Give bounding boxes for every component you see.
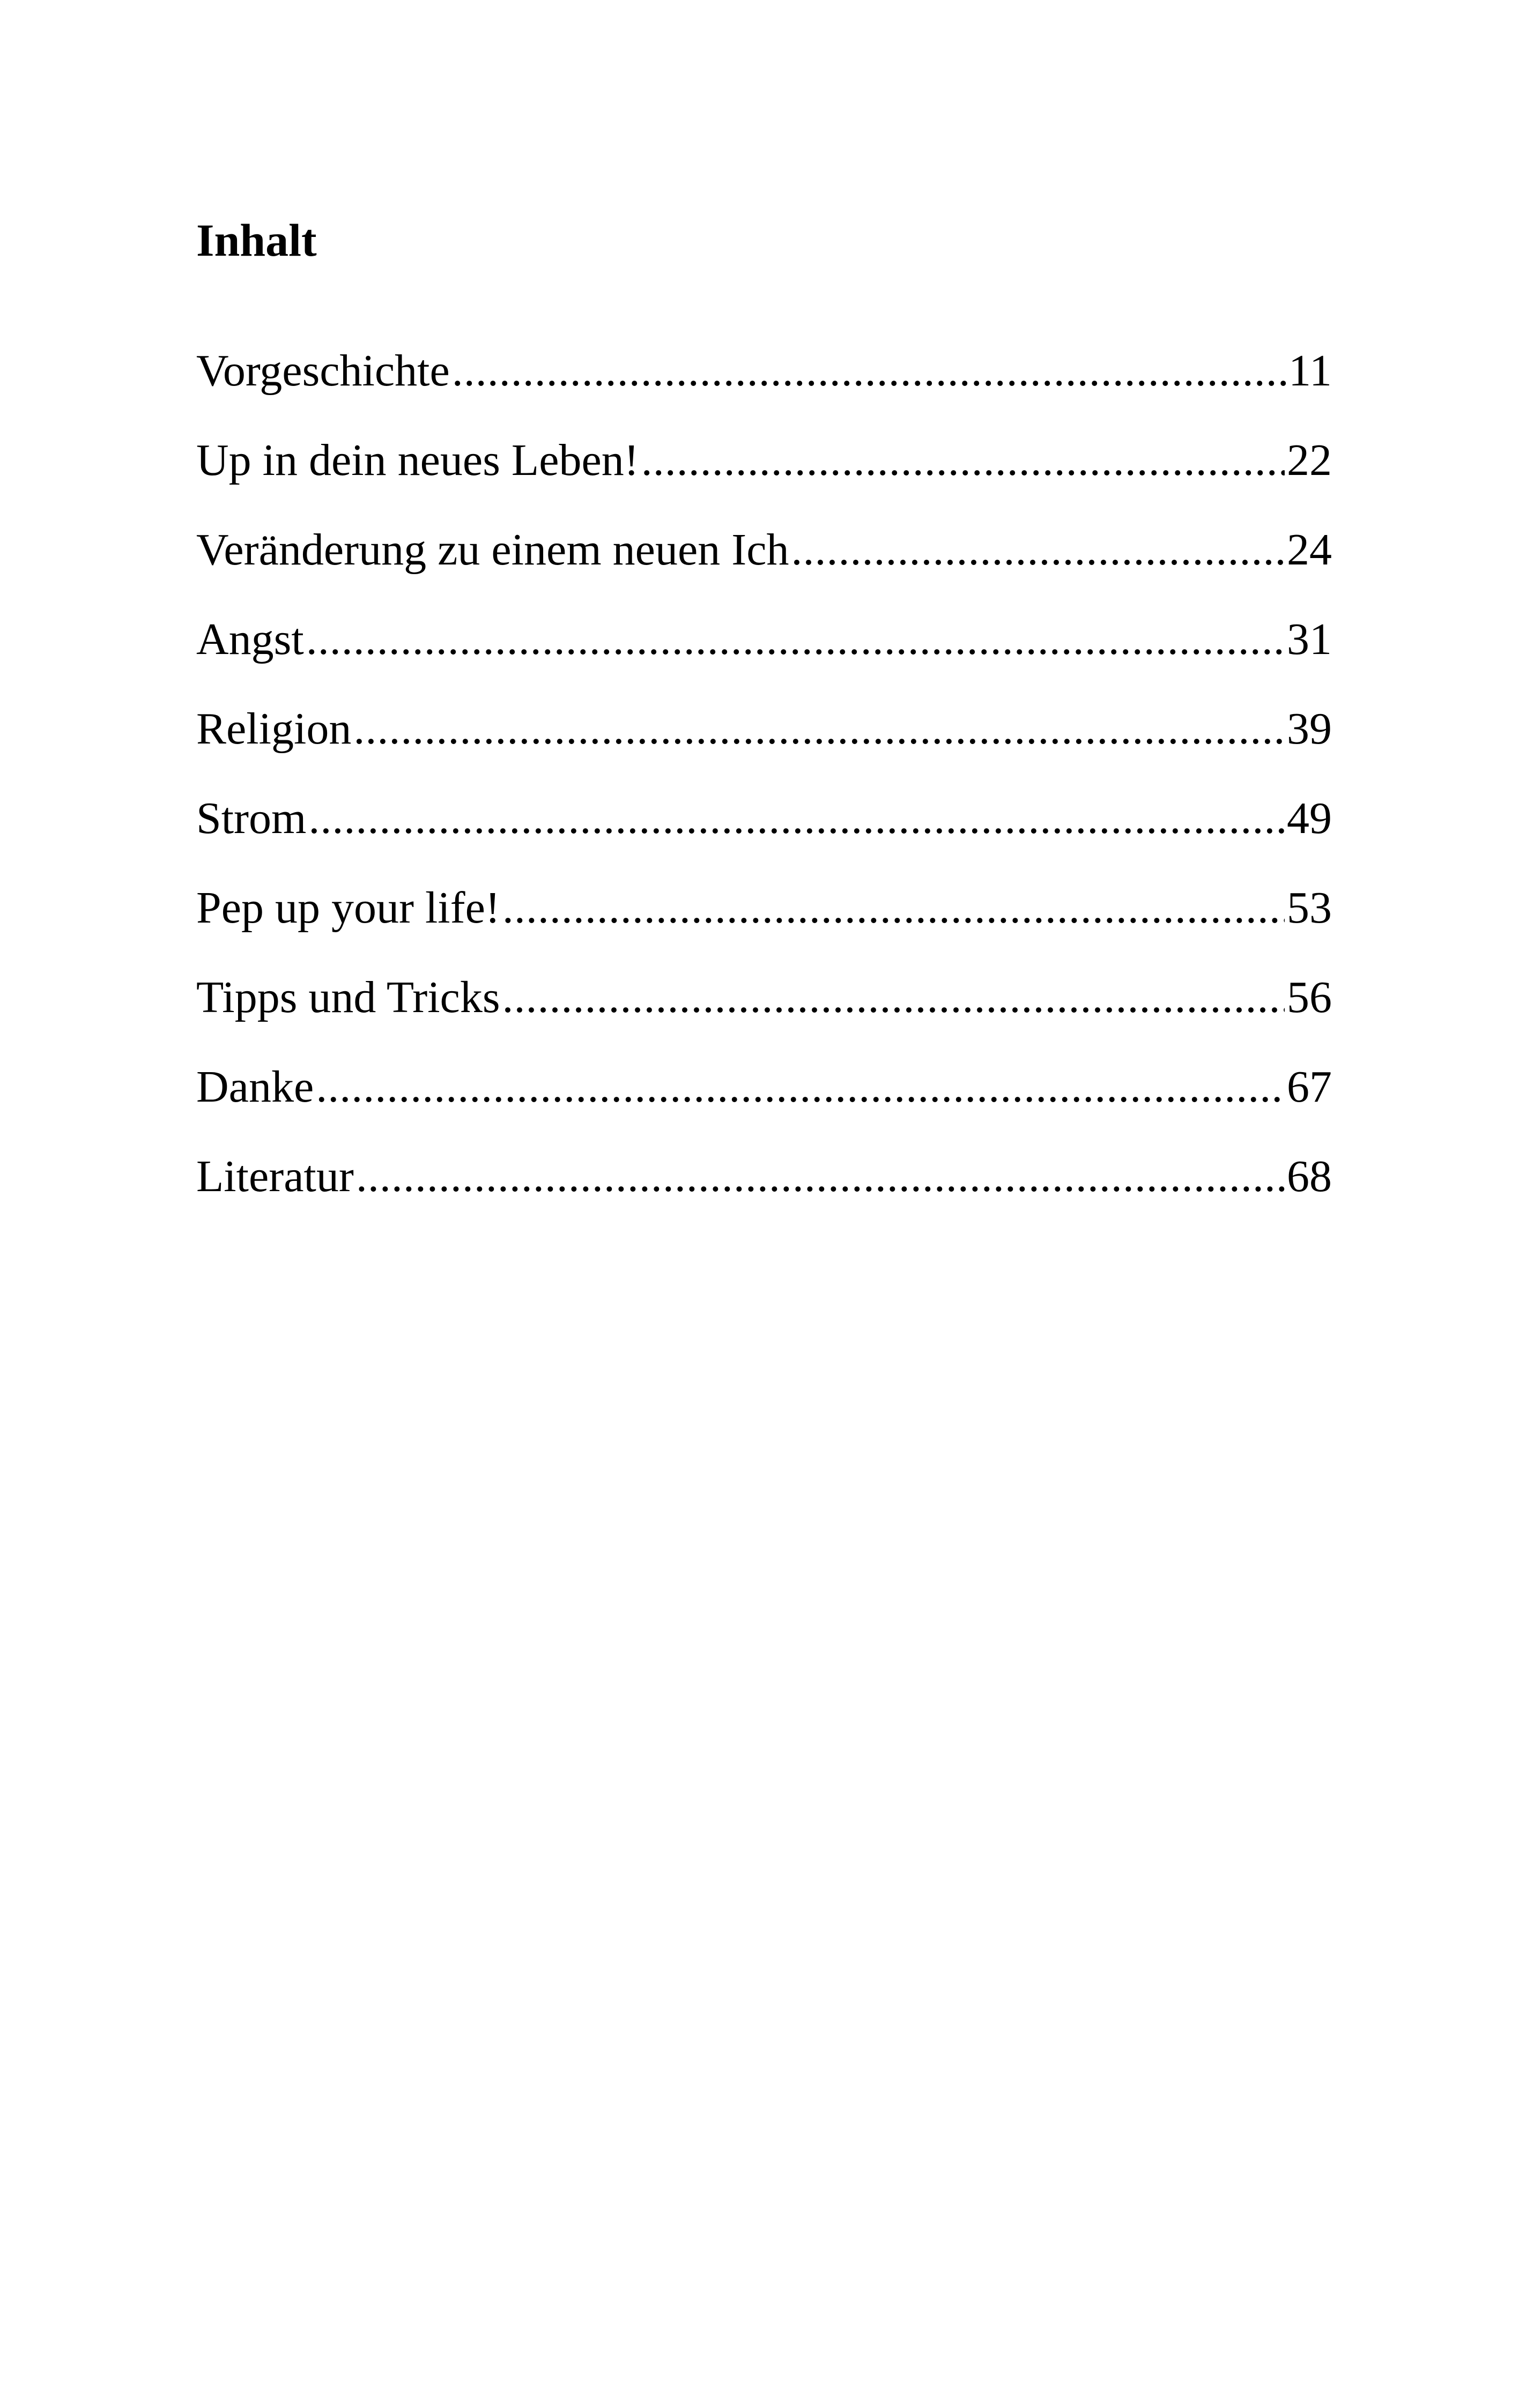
toc-entry-label: Tipps und Tricks (196, 972, 500, 1022)
dot-leader (308, 796, 1285, 841)
toc-entry-page-number: 49 (1287, 793, 1332, 843)
dot-leader (306, 617, 1285, 662)
toc-entry-page-number: 11 (1288, 346, 1332, 396)
toc-entry-label: Pep up your life! (196, 883, 500, 933)
toc-entry-page-number: 22 (1287, 435, 1332, 485)
dot-leader (353, 707, 1285, 752)
toc-entry-label: Literatur (196, 1151, 354, 1201)
toc-entry-page-number: 31 (1287, 614, 1332, 664)
dot-leader (791, 527, 1285, 573)
toc-entry-danke (196, 1062, 1332, 1154)
dot-leader (316, 1065, 1285, 1110)
toc-entry-label: Strom (196, 793, 307, 843)
toc-entry-vorgeschichte (196, 348, 1332, 438)
toc-entry-page-number: 53 (1287, 883, 1332, 933)
toc-entry-angst (196, 614, 1332, 707)
dot-leader (641, 438, 1285, 483)
toc-entry-page-number: 39 (1287, 704, 1332, 754)
toc-entry-page-number: 56 (1287, 972, 1332, 1022)
toc-entry-label: Angst (196, 614, 304, 664)
toc-entry-tipps-und-tricks (196, 972, 1332, 1065)
toc-entry-label: Vorgeschichte (196, 346, 450, 396)
toc-entry-pep-up-your-life (196, 883, 1332, 975)
toc-entry-veraenderung (196, 527, 1332, 617)
dot-leader (502, 975, 1285, 1020)
dot-leader (452, 348, 1286, 393)
toc-entry-up-in-dein-neues-leben (196, 435, 1332, 527)
toc-heading: Inhalt (196, 214, 317, 266)
toc-entry-page-number: 24 (1287, 525, 1332, 575)
toc-entry-label: Veränderung zu einem neuen Ich (196, 525, 789, 575)
dot-leader (502, 886, 1285, 931)
toc-entry-literatur (196, 1151, 1332, 1244)
toc-entry-label: Religion (196, 704, 352, 754)
toc-entry-strom (196, 793, 1332, 886)
toc-entry-label: Danke (196, 1062, 314, 1112)
toc-entry-page-number: 67 (1287, 1062, 1332, 1112)
toc-entry-page-number: 68 (1287, 1151, 1332, 1201)
table-of-contents (196, 348, 1332, 1244)
toc-entry-religion (196, 704, 1332, 796)
dot-leader (356, 1154, 1285, 1199)
toc-entry-label: Up in dein neues Leben! (196, 435, 639, 485)
